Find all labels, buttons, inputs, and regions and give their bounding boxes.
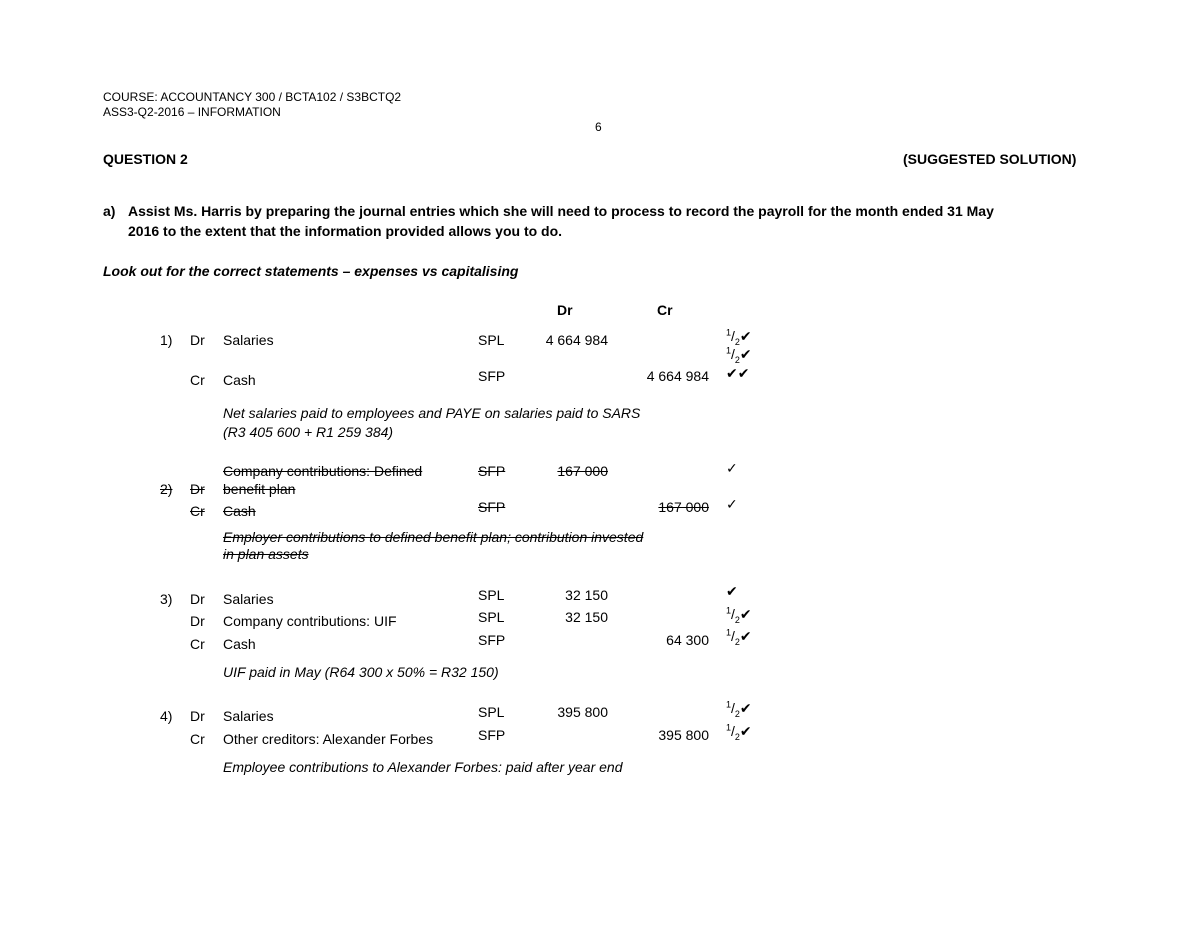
cr-label: Cr: [190, 636, 205, 652]
narration: in plan assets: [223, 546, 309, 562]
account-name: Company contributions: Defined: [223, 463, 423, 479]
entry-number: 4): [160, 708, 173, 724]
entry-number: 3): [160, 591, 173, 607]
check-icon: ✔: [739, 628, 752, 644]
check-icon: ✔: [739, 606, 752, 622]
statement-code: SPL: [478, 609, 505, 625]
course-header: COURSE: ACCOUNTANCY 300 / BCTA102 / S3BCTQ2: [103, 90, 402, 104]
check-icon: ✔: [739, 723, 752, 739]
half-mark: $^1/_2✔$: [726, 327, 752, 347]
narration: (R3 405 600 + R1 259 384): [223, 424, 394, 440]
dr-label: Dr: [190, 591, 205, 607]
dr-label: Dr: [190, 481, 205, 497]
solution-label: (SUGGESTED SOLUTION): [903, 151, 1077, 167]
account-name: Company contributions: UIF: [223, 613, 397, 629]
half-mark: $^1/_2✔$: [726, 345, 752, 365]
page-number: 6: [595, 120, 602, 134]
double-check-icon: ✔✔: [726, 365, 750, 381]
dr-column-header: Dr: [557, 302, 573, 318]
account-name: Salaries: [223, 332, 274, 348]
entry-number: 2): [160, 481, 173, 497]
check-icon: ✔: [726, 583, 738, 599]
half-mark: $^1/_2✔$: [726, 627, 752, 647]
account-name: Cash: [223, 372, 256, 388]
dr-amount: 395 800: [557, 704, 608, 720]
narration: Net salaries paid to employees and PAYE on salaries paid to SARS: [223, 405, 641, 421]
half-mark: $^1/_2✔$: [726, 605, 752, 625]
dr-label: Dr: [190, 332, 205, 348]
cr-amount: 167 000: [658, 499, 709, 515]
cr-label: Cr: [190, 731, 205, 747]
cr-label: Cr: [190, 372, 205, 388]
part-text-line1: Assist Ms. Harris by preparing the journal entries which she will need to process to record the payroll for the month ended 31 May: [128, 203, 994, 219]
half-mark: $^1/_2✔$: [726, 699, 752, 719]
cr-column-header: Cr: [657, 302, 673, 318]
account-name: Cash: [223, 636, 256, 652]
reference-header: ASS3-Q2-2016 – INFORMATION: [103, 105, 281, 119]
account-name: Salaries: [223, 708, 274, 724]
part-label: a): [103, 203, 116, 219]
statement-code: SFP: [478, 632, 506, 648]
narration: Employee contributions to Alexander Forbes: paid after year end: [223, 759, 623, 775]
statement-code: SFP: [478, 499, 506, 515]
account-name: benefit plan: [223, 481, 296, 497]
statement-code: SFP: [478, 727, 506, 743]
narration: UIF paid in May (R64 300 x 50% = R32 150): [223, 664, 499, 680]
question-title: QUESTION 2: [103, 151, 188, 167]
cr-amount: 64 300: [666, 632, 709, 648]
half-mark: $^1/_2✔$: [726, 722, 752, 742]
dr-label: Dr: [190, 613, 205, 629]
account-name: Salaries: [223, 591, 274, 607]
dr-label: Dr: [190, 708, 205, 724]
cr-label: Cr: [190, 503, 205, 519]
cr-amount: 4 664 984: [646, 368, 709, 384]
entry-number: 1): [160, 332, 173, 348]
check-icon: ✓: [726, 460, 738, 476]
check-icon: ✔: [739, 346, 752, 362]
cr-amount: 395 800: [658, 727, 709, 743]
dr-amount: 167 000: [557, 463, 608, 479]
account-name: Other creditors: Alexander Forbes: [223, 731, 434, 747]
statement-code: SFP: [478, 368, 506, 384]
account-name: Cash: [223, 503, 256, 519]
statement-code: SPL: [478, 587, 505, 603]
check-icon: ✓: [726, 496, 738, 512]
part-text-line2: 2016 to the extent that the information provided allows you to do.: [128, 223, 563, 239]
narration: Employer contributions to defined benefit plan; contribution invested: [223, 529, 644, 545]
statement-code: SFP: [478, 463, 506, 479]
dr-amount: 32 150: [565, 609, 608, 625]
marking-note: Look out for the correct statements – expenses vs capitalising: [103, 263, 519, 279]
dr-amount: 32 150: [565, 587, 608, 603]
statement-code: SPL: [478, 332, 505, 348]
check-icon: ✔: [739, 328, 752, 344]
dr-amount: 4 664 984: [545, 332, 608, 348]
check-icon: ✔: [739, 700, 752, 716]
statement-code: SPL: [478, 704, 505, 720]
